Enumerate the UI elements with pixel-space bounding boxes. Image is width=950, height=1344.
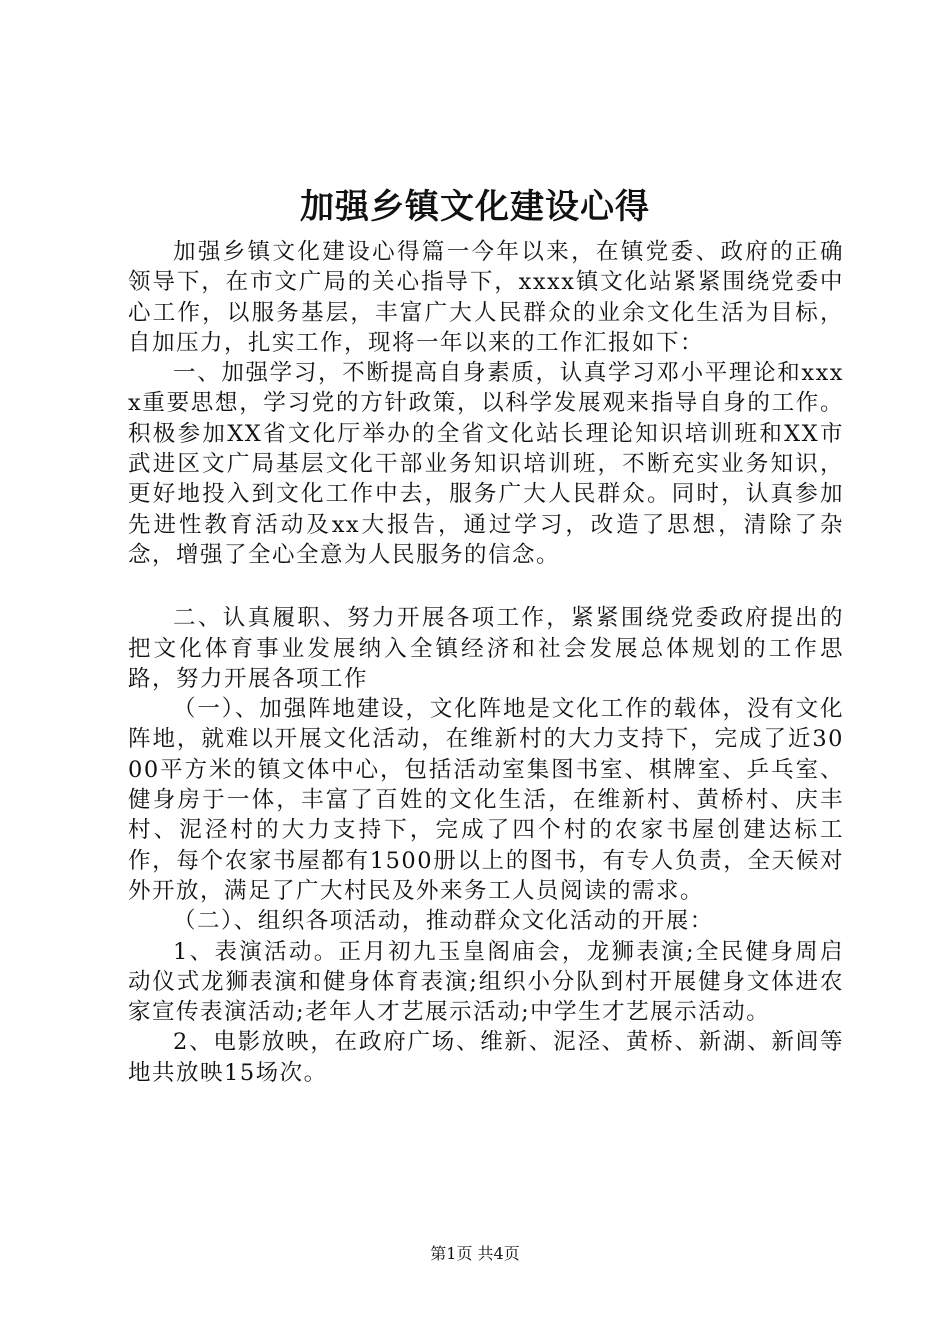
paragraph-duties: 二、认真履职、努力开展各项工作，紧紧围绕党委政府提出的把文化体育事业发展纳入全镇经济和社会发展总体规划的工作思路，努力开展各项工作 xyxy=(128,605,844,692)
paragraph-performances: 1、表演活动。正月初九玉皇阁庙会，龙狮表演;全民健身周启动仪式龙狮表演和健身体育表演;组织小分队到村开展健身文体进农家宣传表演活动;老年人才艺展示活动;中学生才艺展示活动。 xyxy=(128,938,844,1026)
paragraph-intro: 加强乡镇文化建设心得篇一今年以来，在镇党委、政府的正确领导下，在市文广局的关心指导下，xxxx镇文化站紧紧围绕党委中心工作，以服务基层，丰富广大人民群众的业余文化生活为目标，自加压力，扎实工作，现将一年以来的工作汇报如下： xyxy=(128,239,844,356)
paragraph-study: 一、加强学习，不断提高自身素质，认真学习邓小平理论和xxxx重要思想，学习党的方针政策，以科学发展观来指导自身的工作。积极参加XX省文化厅举办的全省文化站长理论知识培训班和XX市武进区文广局基层文化干部业务知识培训班，不断充实业务知识，更好地投入到文化工作中去，服务广大人民群众。同时，认真参加先进性教育活动及xx大报告，通过学习，改造了思想，清除了杂念，增强了全心全意为人民服务的信念。 xyxy=(128,360,844,568)
paragraph-activities-heading: （二）、组织各项活动，推动群众文化活动的开展： xyxy=(173,908,714,935)
page-footer: 第1页 共4页 xyxy=(430,1244,520,1263)
document-body xyxy=(128,237,844,1088)
document-title: 加强乡镇文化建设心得 xyxy=(300,187,650,227)
paragraph-facilities: （一）、加强阵地建设，文化阵地是文化工作的载体，没有文化阵地，就难以开展文化活动，在维新村的大力支持下，完成了近3000平方米的镇文体中心，包括活动室集图书室、棋牌室、乒乓室、健身房于一体，丰富了百姓的文化生活，在维新村、黄桥村、庆丰村、泥泾村的大力支持下，完成了四个村的农家书屋创建达标工作，每个农家书屋都有1500册以上的图书，有专人负责，全天候对外开放，满足了广大村民及外来务工人员阅读的需求。 xyxy=(128,696,844,904)
paragraph-film-screenings: 2、电影放映，在政府广场、维新、泥泾、黄桥、新湖、新闾等地共放映15场次。 xyxy=(128,1029,844,1086)
